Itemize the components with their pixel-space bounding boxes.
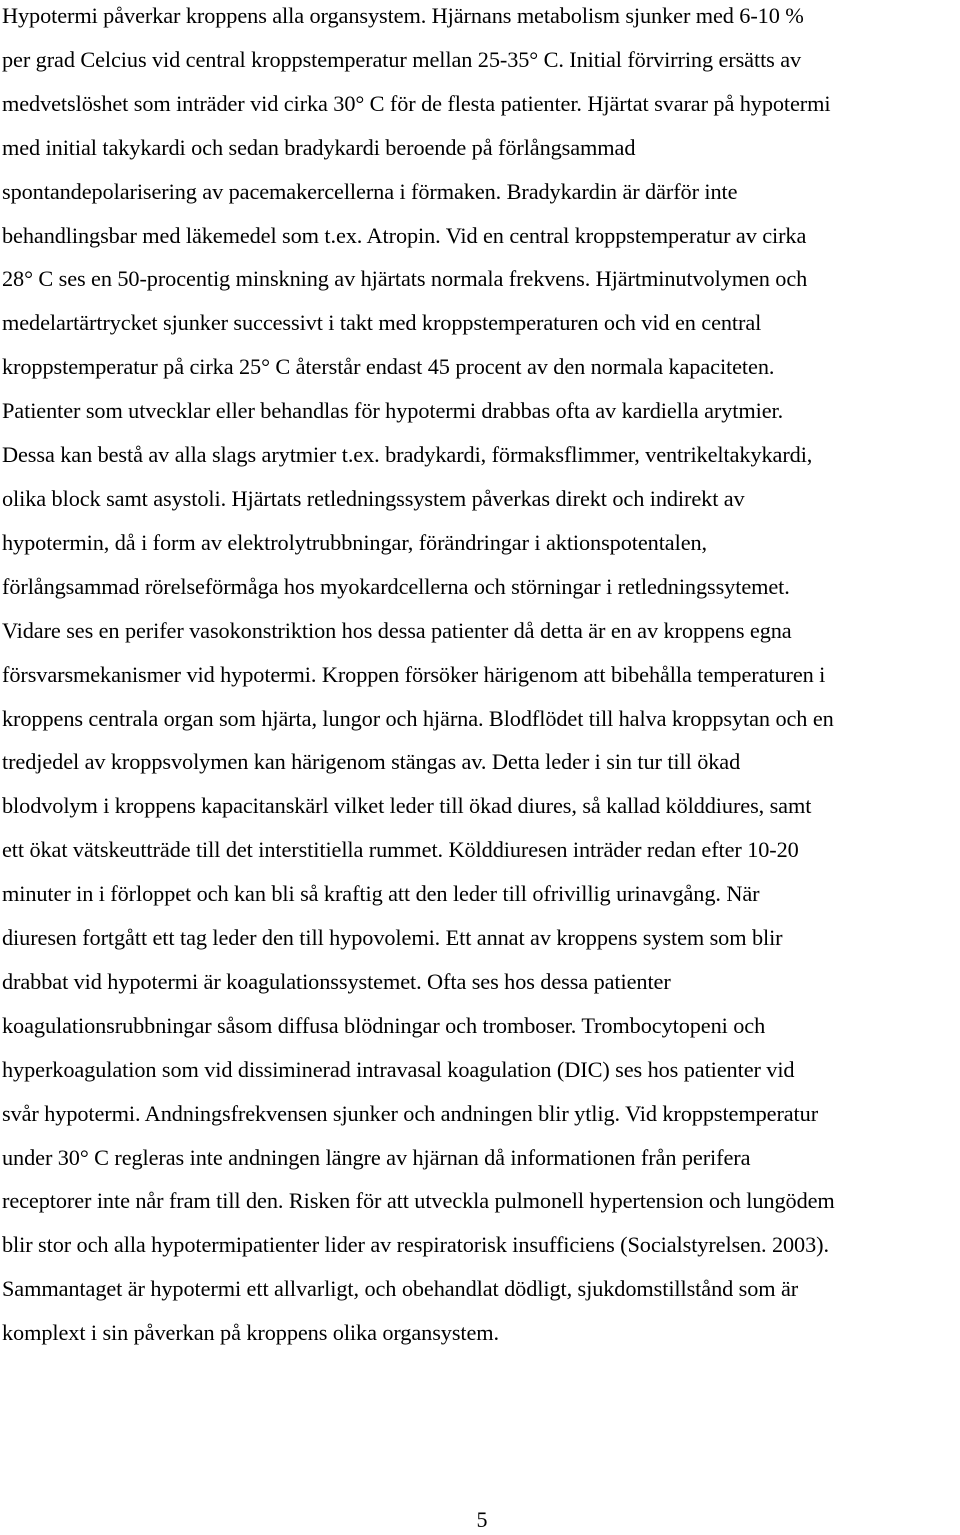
text-line: per grad Celcius vid central kroppstemperatur mellan 25-35° C. Initial förvirring ersätts av [2, 46, 802, 72]
text-line: hypotermin, då i form av elektrolytrubbningar, förändringar i aktionspotentalen, [2, 529, 708, 555]
text-line: medvetslöshet som inträder vid cirka 30° C för de flesta patienter. Hjärtat svarar på hypotermi [2, 90, 831, 116]
text-line: drabbat vid hypotermi är koagulationssystemet. Ofta ses hos dessa patienter [2, 968, 671, 994]
text-line: blodvolym i kroppens kapacitanskärl vilket leder till ökad diures, så kallad kölddiures, samt [2, 793, 812, 819]
text-line: under 30° C regleras inte andningen längre av hjärnan då informationen från perifera [2, 1144, 751, 1170]
text-line: 28° C ses en 50-procentig minskning av hjärtats normala frekvens. Hjärtminutvolymen och [2, 266, 808, 292]
text-line: olika block samt asystoli. Hjärtats retledningssystem påverkas direkt och indirekt av [2, 485, 745, 511]
text-line: med initial takykardi och sedan bradykardi beroende på förlångsammad [2, 134, 636, 160]
text-line: receptorer inte når fram till den. Risken för att utveckla pulmonell hypertension och lungödem [2, 1188, 835, 1214]
text-line: Hypotermi påverkar kroppens alla organsystem. Hjärnans metabolism sjunker med 6-10 % [2, 3, 804, 28]
text-line: tredjedel av kroppsvolymen kan härigenom stängas av. Detta leder i sin tur till ökad [2, 749, 741, 775]
text-line: förlångsammad rörelseförmåga hos myokardcellerna och störningar i retledningssytemet. [2, 573, 790, 599]
text-line: blir stor och alla hypotermipatienter lider av respiratorisk insufficiens (Socialstyrelsen. 2003). [2, 1232, 829, 1258]
body-paragraph [2, 0, 960, 1355]
text-line: svår hypotermi. Andningsfrekvensen sjunker och andningen blir ytlig. Vid kroppstemperatur [2, 1100, 819, 1126]
text-line: Patienter som utvecklar eller behandlas för hypotermi drabbas ofta av kardiella arytmier. [2, 398, 784, 424]
text-line: kroppstemperatur på cirka 25° C återstår endast 45 procent av den normala kapaciteten. [2, 354, 775, 380]
text-line: Vidare ses en perifer vasokonstriktion hos dessa patienter då detta är en av kroppens egna [2, 617, 792, 643]
text-line: ett ökat vätskeutträde till det interstitiella rummet. Kölddiuresen inträder redan efter 10-20 [2, 837, 799, 863]
text-line: minuter in i förloppet och kan bli så kraftig att den leder till ofrivillig urinavgång. När [2, 881, 760, 907]
text-line: hyperkoagulation som vid dissiminerad intravasal koagulation (DIC) ses hos patienter vid [2, 1056, 795, 1082]
text-line: Dessa kan bestå av alla slags arytmier t.ex. bradykardi, förmaksflimmer, ventrikeltakykardi, [2, 442, 813, 468]
text-line: kroppens centrala organ som hjärta, lungor och hjärna. Blodflödet till halva kroppsytan och en [2, 705, 834, 731]
text-line: koagulationsrubbningar såsom diffusa blödningar och tromboser. Trombocytopeni och [2, 1012, 766, 1038]
text-line: komplext i sin påverkan på kroppens olika organsystem. [2, 1320, 500, 1346]
text-line: medelartärtrycket sjunker successivt i takt med kroppstemperaturen och vid en central [2, 310, 762, 336]
text-line: behandlingsbar med läkemedel som t.ex. Atropin. Vid en central kroppstemperatur av cirka [2, 222, 807, 248]
text-line: diuresen fortgått ett tag leder den till hypovolemi. Ett annat av kroppens system som blir [2, 925, 783, 951]
text-line: spontandepolarisering av pacemakercellerna i förmaken. Bradykardin är därför inte [2, 178, 738, 204]
page-number: 5 [476, 1507, 488, 1532]
text-line: försvarsmekanismer vid hypotermi. Kroppen försöker härigenom att bibehålla temperaturen i [2, 661, 826, 687]
text-line: Sammantaget är hypotermi ett allvarligt, och obehandlat dödligt, sjukdomstillstånd som är [2, 1276, 799, 1302]
